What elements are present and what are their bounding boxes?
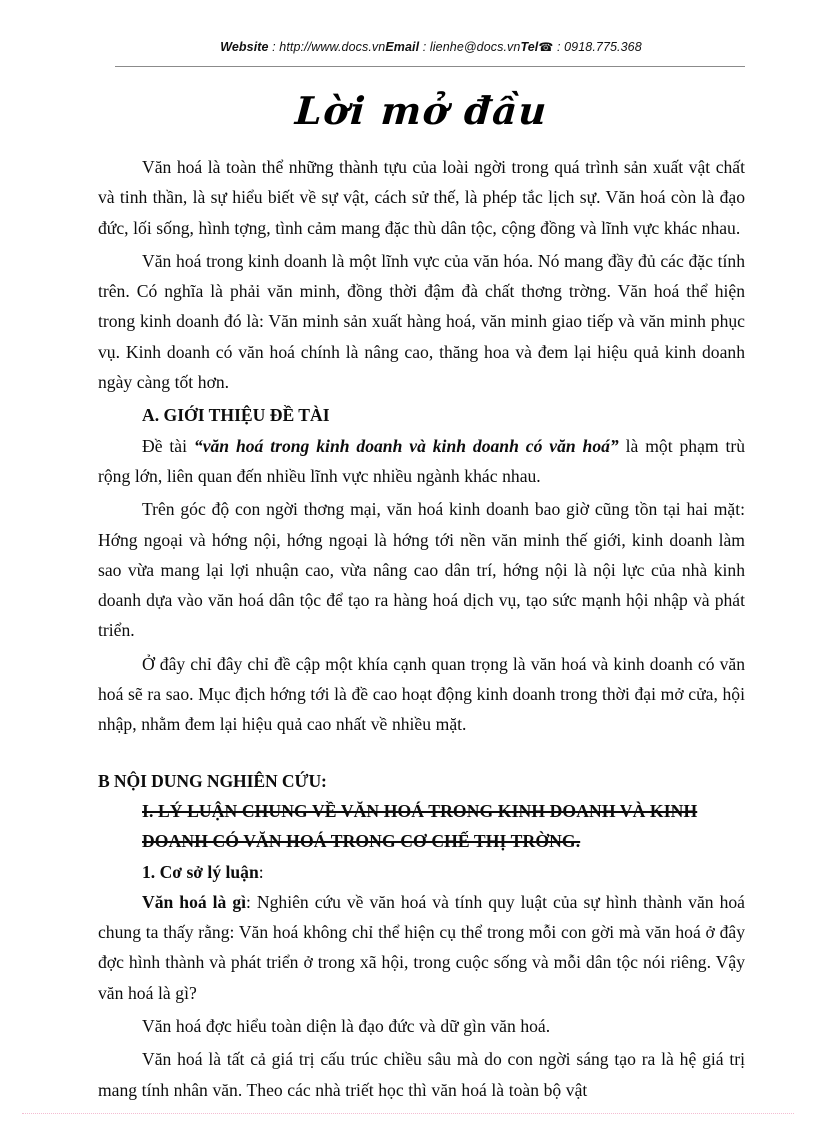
paragraph-scope: Ở đây chỉ đây chỉ đề cập một khía cạnh quan trọng là văn hoá và kinh doanh có văn hoá sẽ ra sao. Mục địch hớng tới là đề cao hoạt động kinh doanh trong thời đại mở cửa, hội nhập, nhằm đem lại hiệu quả cao nhất về nhiều mặt.: [98, 653, 745, 735]
header-contact-line: [115, 40, 747, 55]
header-email-label: Email: [385, 40, 420, 54]
paragraph-definition-rest: : Nghiên cứu về văn hoá và tính quy luật của sự hình thành văn hoá chung ta thấy rằng: Văn hoá không chỉ thể hiện cụ thể trong mỗi con gời mà văn hoá ở đây đợc hình thành và phát triển ở trong xã hội, trong cuộc sống và mỗi dân tộc nói riêng. Vậy văn hoá là gì?: [98, 891, 745, 1003]
paragraph-topic: [98, 431, 745, 492]
page-title: Lời mở đầu: [293, 88, 550, 133]
document-body: [98, 152, 745, 1105]
header-tel-value: : 0918.775.368: [553, 40, 642, 54]
paragraph-intro-2: Văn hoá trong kinh doanh là một lĩnh vực của văn hóa. Nó mang đầy đủ các đặc tính trên. Có nghĩa là phải văn minh, đồng thời đậm đà chất thơng trờng. Văn hoá thể hiện trong kinh doanh đó là: Văn minh sản xuất hàng hoá, văn minh giao tiếp và văn minh phục vụ. Kinh doanh có văn hoá chính là nâng cao, thăng hoa và đem lại hiệu quả kinh doanh ngày càng tốt hơn.: [98, 250, 745, 393]
paragraph-two-aspects: Trên góc độ con ngời thơng mại, văn hoá kinh doanh bao giờ cũng tồn tại hai mặt: Hớng ngoại và hớng nội, hớng ngoại là hớng tới nền văn minh thế giới, kinh doanh làm sao vừa mang lại lợi nhuận cao, vừa nâng cao dân trí, hớng nội là nội lực của nhà kinh doanh dựa vào văn hoá dân tộc để tạo ra hàng hoá dịch vụ, tạo sức mạnh hội nhập và phát triển.: [98, 499, 745, 641]
paragraph-definition: [98, 887, 745, 1008]
paragraph-intro-1: Văn hoá là toàn thể những thành tựu của loài ngời trong quá trình sản xuất vật chất và tinh thần, là sự hiểu biết về sự vật, cách sử thế, là phép tắc lịch sự. Văn hoá còn là đạo đức, lối sống, hình tợng, tình cảm mang đặc thù dân tộc, cộng đồng và lĩnh vực khác nhau.: [98, 157, 745, 238]
paragraph-topic-post: là một phạm trù rộng lớn, liên quan đến nhiều lĩnh vực nhiều ngành khác nhau.: [98, 435, 746, 486]
header-email-value: : lienhe@docs.vn: [419, 40, 521, 54]
paragraph-understanding: Văn hoá đợc hiểu toàn diện là đạo đức và dữ gìn văn hoá.: [142, 1016, 551, 1037]
paragraph-definition-lead: Văn hoá là gì: [142, 891, 247, 912]
header-website-label: Website: [220, 40, 269, 54]
heading-section-b: B NỘI DUNG NGHIÊN CỨU:: [98, 770, 327, 791]
paragraph-topic-quote: “văn hoá trong kinh doanh và kinh doanh có văn hoá”: [193, 435, 619, 456]
heading-subsection-1-colon: :: [258, 861, 264, 882]
telephone-icon: ☎: [538, 40, 554, 54]
paragraph-values: Văn hoá là tất cả giá trị cấu trúc chiều sâu mà do con ngời sáng tạo ra là hệ giá trị mang tính nhân văn. Theo các nhà triết học thì văn hoá là toàn bộ vật: [98, 1049, 745, 1100]
header-website-value: : http://www.docs.vn: [268, 40, 386, 54]
heading-chapter-i-line2: DOANH CÓ VĂN HOÁ TRONG CƠ CHẾ THỊ TRỜNG.: [142, 831, 581, 852]
heading-subsection-1: [98, 857, 745, 887]
footer-dotted-rule: [22, 1113, 794, 1114]
spacer: [98, 740, 745, 766]
heading-section-a: A. GIỚI THIỆU ĐỀ TÀI: [142, 405, 330, 426]
running-header: [115, 40, 747, 55]
header-tel-label: Tel: [520, 40, 539, 54]
heading-chapter-i-line1: I. LÝ LUẬN CHUNG VỀ VĂN HOÁ TRONG KINH DOANH VÀ KINH: [142, 800, 698, 821]
heading-subsection-1-label: 1. Cơ sở lý luận: [142, 861, 259, 882]
header-divider-rule: [115, 66, 745, 67]
paragraph-topic-pre: Đề tài: [142, 435, 194, 456]
